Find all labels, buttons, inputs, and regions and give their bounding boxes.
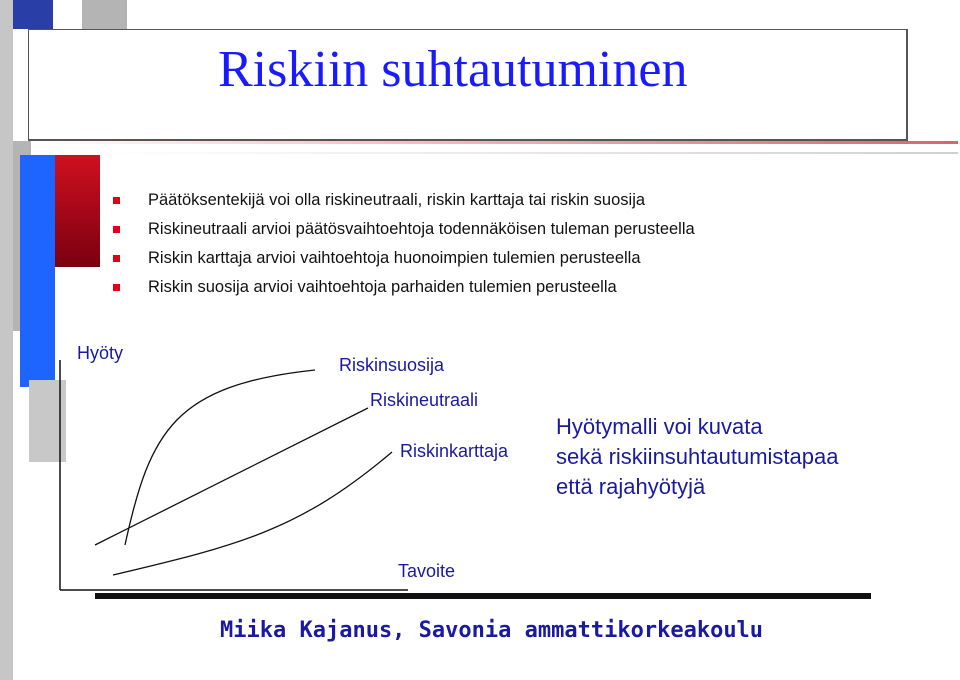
risk-neutral-curve [95, 408, 368, 545]
slide-title: Riskiin suhtautuminen [218, 41, 688, 98]
y-axis-label: Hyöty [77, 343, 124, 363]
risk-averse-curve [113, 452, 392, 575]
risk-seeking-curve [125, 370, 315, 545]
note-line: että rajahyötyjä [556, 474, 706, 499]
note-line: Hyötymalli voi kuvata [556, 414, 763, 439]
x-axis-label: Tavoite [398, 561, 456, 581]
curve-label-riskinkarttaja: Riskinkarttaja [400, 441, 509, 461]
footer-author: Miika Kajanus, Savonia ammattikorkeakoulu [220, 618, 764, 643]
curve-label-riskineutraali: Riskineutraali [370, 390, 479, 410]
bullet-text: Riskineutraali arvioi päätösvaihtoehtoja todennäköisen tuleman perusteella [148, 220, 695, 238]
bullet-text: Päätöksentekijä voi olla riskineutraali, riskin karttaja tai riskin suosija [148, 191, 646, 209]
curve-label-riskinsuosija: Riskinsuosija [339, 355, 445, 375]
note-line: sekä riskiinsuhtautumistapaa [556, 444, 839, 469]
bullet-text: Riskin suosija arvioi vaihtoehtoja parhaiden tulemien perusteella [148, 278, 617, 296]
note-block [556, 412, 838, 502]
bullet-text: Riskin karttaja arvioi vaihtoehtoja huonoimpien tulemien perusteella [148, 249, 641, 267]
